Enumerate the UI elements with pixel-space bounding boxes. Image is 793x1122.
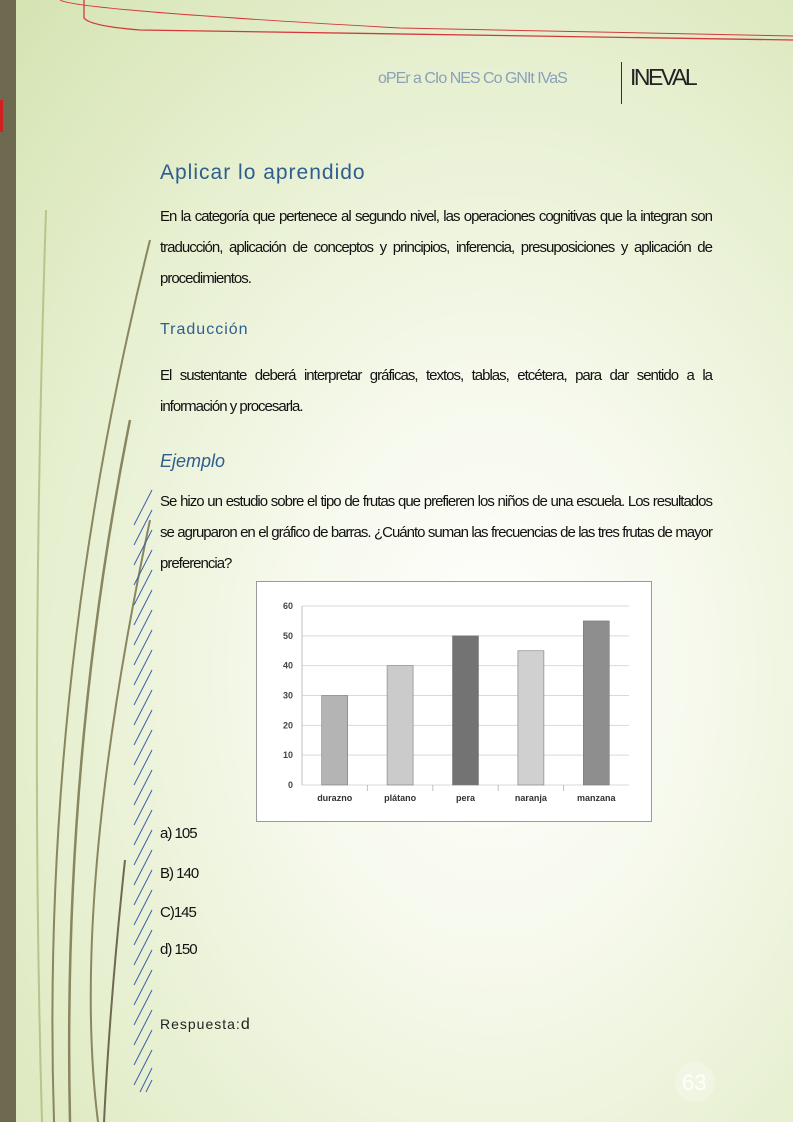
y-tick-label: 30: [282, 690, 293, 701]
bar: [387, 666, 413, 785]
translation-paragraph: El sustentante deberá interpretar gráficas, textos, tablas, etcétera, para dar sentido a la información y procesarla.: [160, 367, 712, 415]
answer-line: [160, 1016, 251, 1034]
x-tick-label: manzana: [577, 793, 616, 803]
y-tick-label: 40: [282, 660, 293, 671]
bar-chart-frame: [256, 581, 652, 822]
option-c[interactable]: C)145: [160, 904, 196, 921]
x-tick-label: pera: [455, 793, 476, 803]
page-title: Aplicar lo aprendido: [160, 161, 366, 184]
bar: [322, 696, 348, 786]
bar: [583, 621, 609, 785]
page-number: 63: [682, 1070, 707, 1095]
x-tick-label: naranja: [514, 793, 547, 803]
x-tick-label: durazno: [317, 793, 353, 803]
ineval-logo: INEVAL: [630, 64, 696, 90]
y-tick-label: 50: [282, 630, 293, 641]
y-tick-label: 0: [287, 780, 293, 790]
option-d[interactable]: d) 150: [160, 941, 197, 958]
example-heading: Ejemplo: [160, 451, 226, 471]
section-heading-traduccion: Traducción: [160, 321, 249, 338]
bar: [518, 651, 544, 785]
header-separator: [621, 62, 622, 104]
header-section-title: oPEr a CIo NES Co GNIt IVaS: [378, 70, 567, 87]
example-paragraph: Se hizo un estudio sobre el tipo de frutas que prefieren los niños de una escuela. Los resultados se agruparon en el gráfico de barras. ¿Cuánto suman las frecuencias de las tres frutas de mayor preferencia?: [160, 493, 712, 572]
y-tick-label: 20: [282, 720, 293, 731]
option-b[interactable]: B) 140: [160, 865, 199, 882]
answer-label: Respuesta:: [160, 1016, 241, 1032]
bar: [453, 636, 479, 785]
intro-paragraph: En la categoría que pertenece al segundo nivel, las operaciones cognitivas que la integran son traducción, aplicación de conceptos y principios, inferencia, presuposiciones y aplicación de procedimientos.: [160, 208, 712, 287]
option-a[interactable]: a) 105: [160, 825, 197, 842]
y-tick-label: 10: [282, 750, 293, 761]
y-tick-label: 60: [282, 601, 293, 611]
x-tick-label: plátano: [384, 793, 417, 803]
answer-value: d: [240, 1016, 251, 1033]
bar-chart: [257, 582, 651, 821]
